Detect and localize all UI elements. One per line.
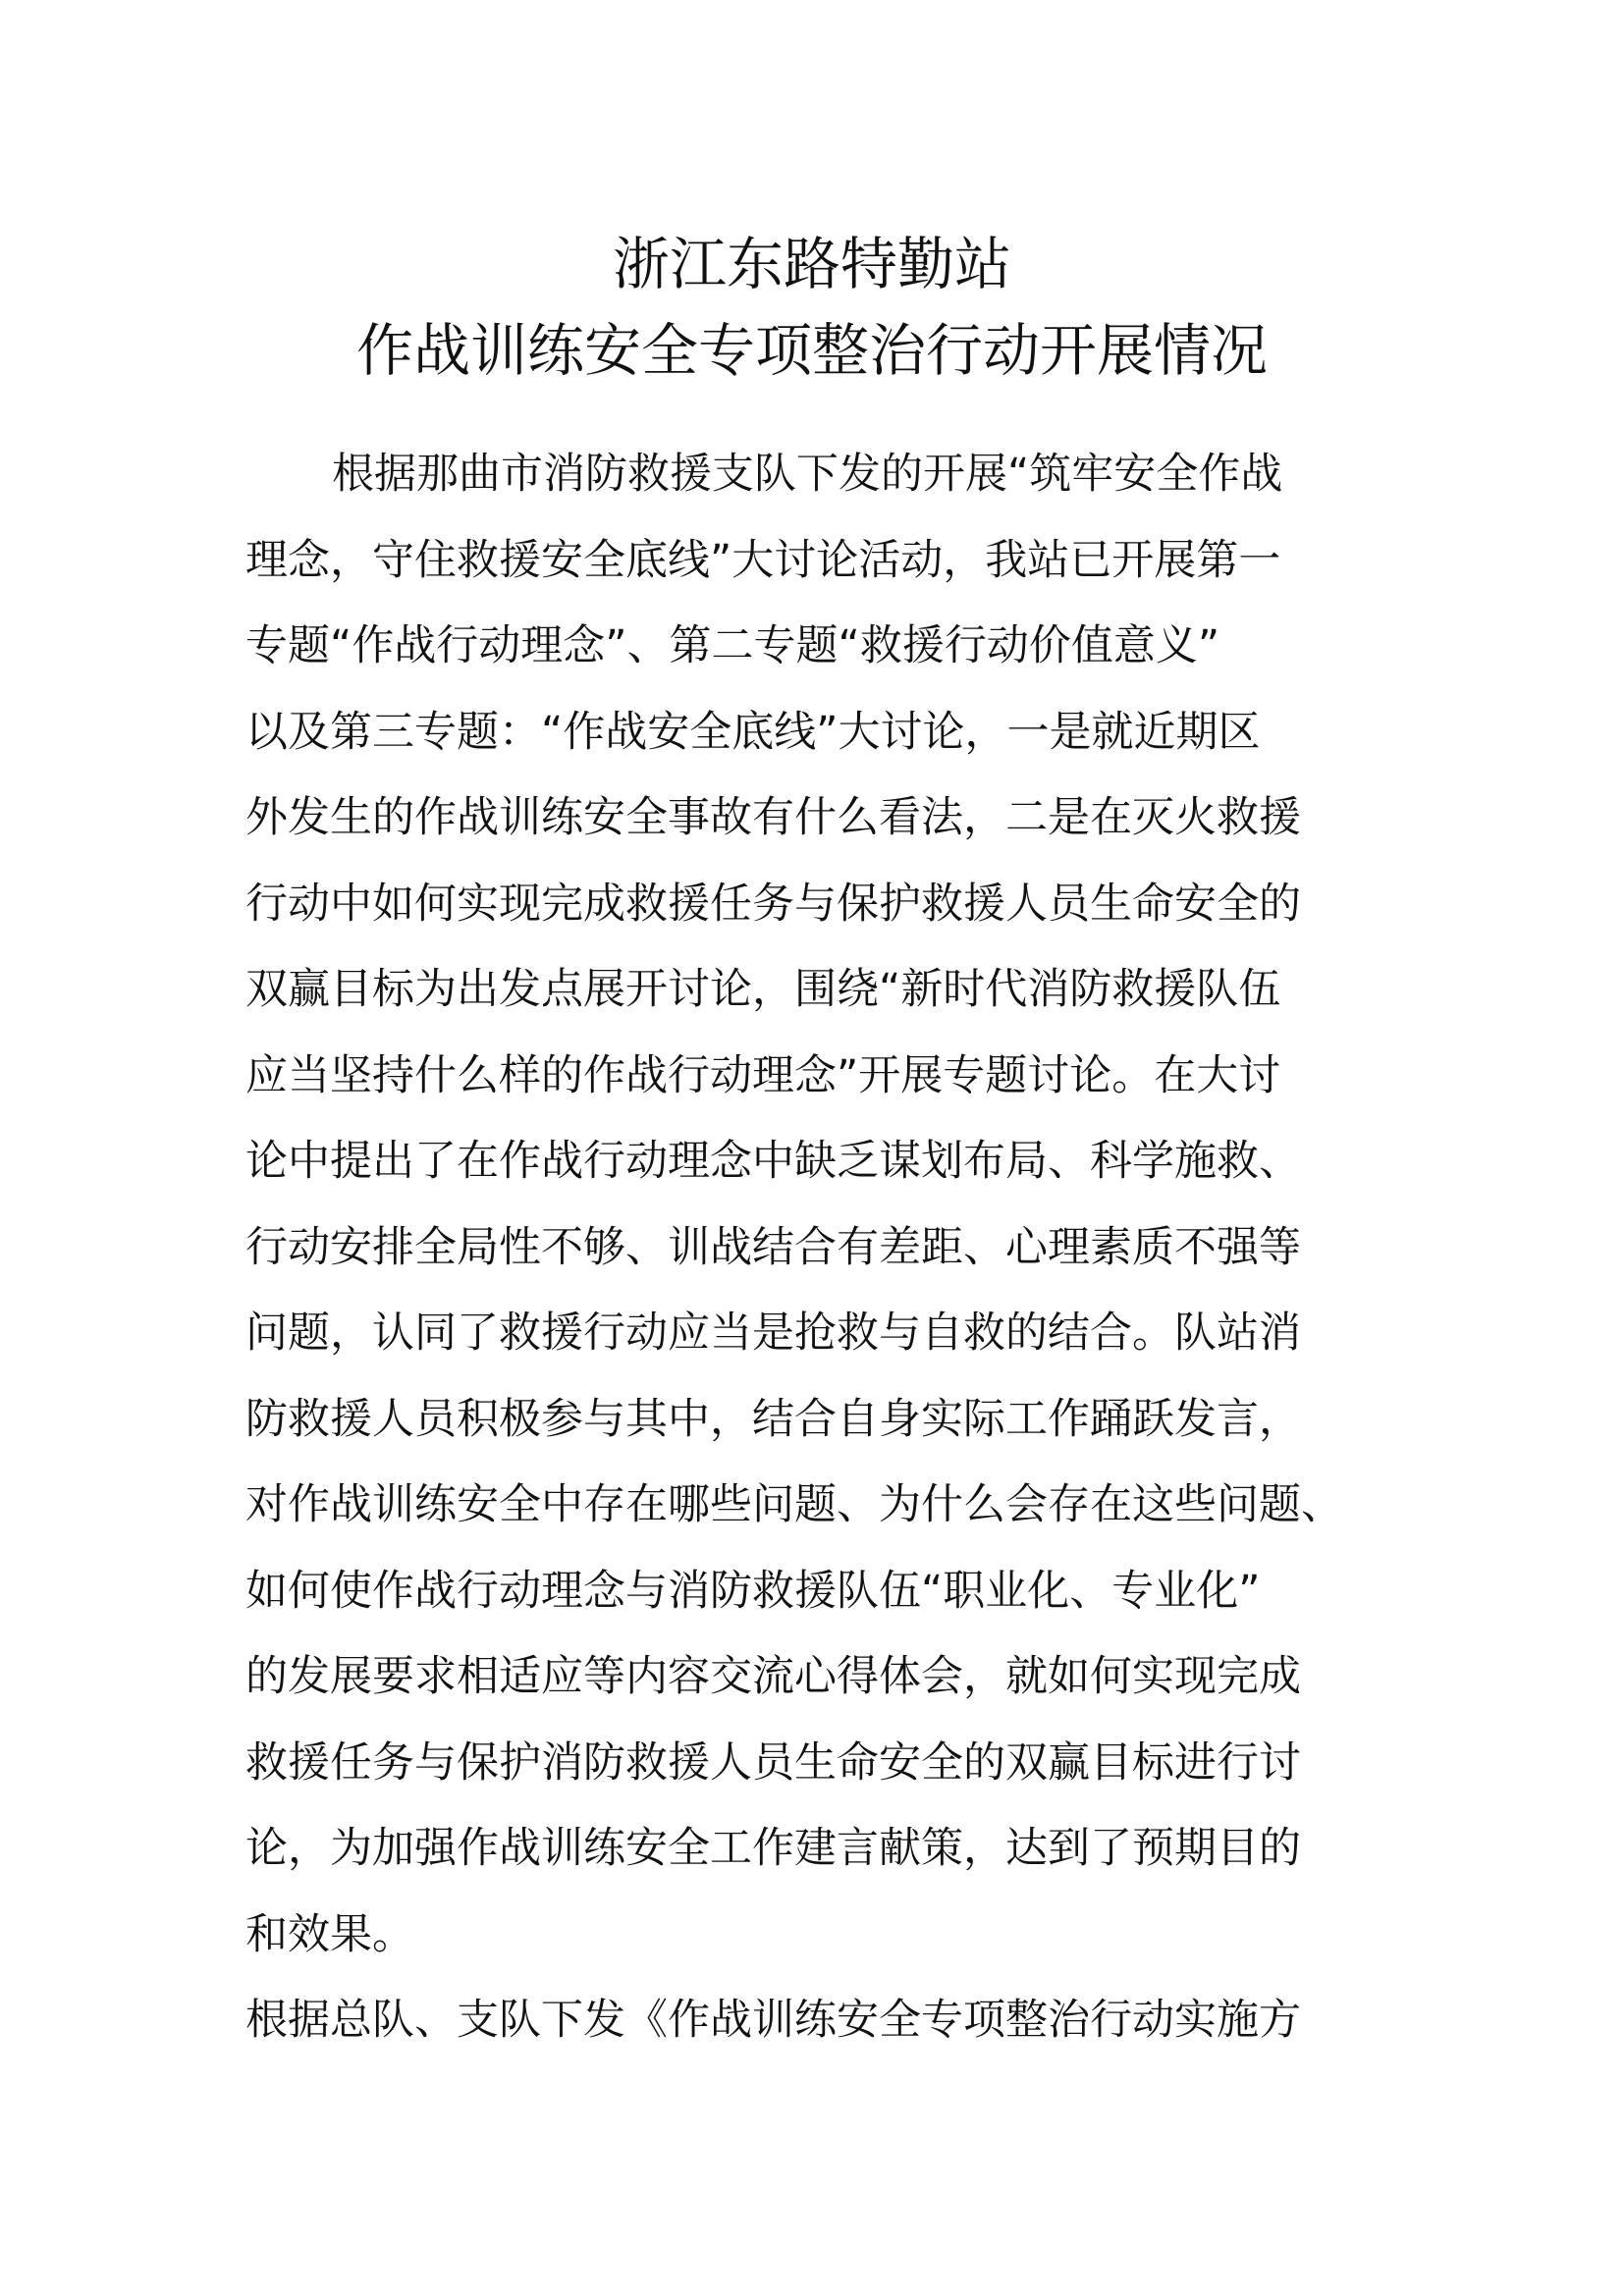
text-line: 问题，认同了救援行动应当是抢救与自救的结合。队站消 [245, 1308, 1301, 1358]
title-line-subject: 作战训练安全专项整治行动开展情况 [355, 317, 1268, 384]
text-line: 论中提出了在作战行动理念中缺乏谋划布局、科学施救、 [245, 1137, 1301, 1186]
text-line: 防救援人员积极参与其中，结合自身实际工作踊跃发言， [245, 1394, 1301, 1444]
text-line: 论，为加强作战训练安全工作建言献策，达到了预期目的 [245, 1824, 1301, 1873]
text-line: 行动安排全局性不够、训战结合有差距、心理素质不强等 [245, 1222, 1301, 1272]
text-line: 双赢目标为出发点展开讨论，围绕“新时代消防救援队伍 [245, 965, 1281, 1014]
paragraph-2 [245, 1978, 1355, 2064]
text-line: 对作战训练安全中存在哪些问题、为什么会存在这些问题、 [245, 1480, 1343, 1529]
text-line: 以及第三专题：“作战安全底线”大讨论，一是就近期区 [245, 707, 1261, 757]
text-line: 如何使作战行动理念与消防救援队伍“职业化、专业化” [245, 1566, 1261, 1616]
text-line: 外发生的作战训练安全事故有什么看法，二是在灭火救援 [245, 793, 1301, 842]
document-body [245, 432, 1355, 2064]
text-line: 和效果。 [245, 1909, 414, 1959]
paragraph-1 [245, 432, 1355, 1978]
text-line: 行动中如何实现完成救援任务与保护救援人员生命安全的 [245, 879, 1301, 929]
text-line: 根据那曲市消防救援支队下发的开展“筑牢安全作战 [332, 450, 1283, 499]
text-line: 的发展要求相适应等内容交流心得体会，就如何实现完成 [245, 1652, 1301, 1701]
text-line: 专题“作战行动理念”、第二专题“救援行动价值意义” [245, 621, 1220, 670]
text-line: 救援任务与保护消防救援人员生命安全的双赢目标进行讨 [245, 1737, 1301, 1788]
text-line: 理念，守住救援安全底线”大讨论活动，我站已开展第一 [245, 535, 1281, 585]
text-line: 根据总队、支队下发《作战训练安全专项整治行动实施方 [245, 1996, 1301, 2045]
text-line: 应当坚持什么样的作战行动理念”开展专题讨论。在大讨 [245, 1050, 1281, 1100]
document-title [0, 221, 1624, 394]
title-line-station: 浙江东路特勤站 [612, 231, 1011, 297]
